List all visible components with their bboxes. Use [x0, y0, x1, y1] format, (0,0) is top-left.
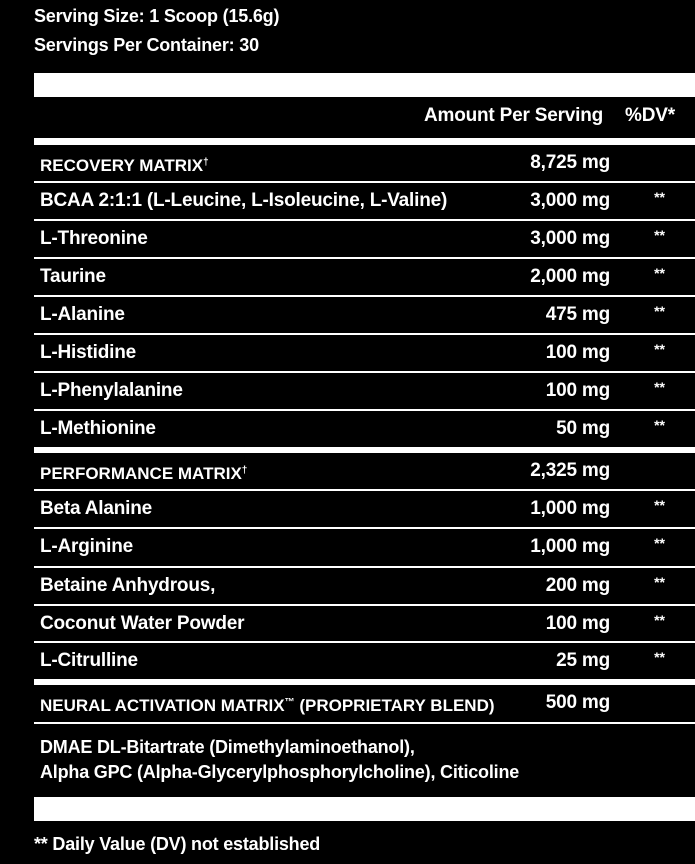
row-divider	[34, 722, 695, 724]
neural-ingredients-line-1: DMAE DL-Bitartrate (Dimethylaminoethanol),	[40, 737, 415, 757]
ingredient-dv: **	[654, 497, 665, 513]
ingredient-name: Betaine Anhydrous,	[40, 575, 216, 596]
ingredient-name: L-Phenylalanine	[40, 380, 183, 401]
table-row	[34, 643, 695, 679]
ingredient-amount: 1,000 mg	[530, 536, 610, 557]
ingredient-name: BCAA 2:1:1 (L-Leucine, L-Isoleucine, L-Valine)	[40, 190, 448, 211]
ingredient-amount: 100 mg	[545, 342, 610, 363]
ingredient-amount: 25 mg	[556, 650, 610, 671]
ingredient-name: Coconut Water Powder	[40, 613, 245, 634]
recovery-matrix-title: RECOVERY MATRIX†	[40, 156, 209, 175]
ingredient-dv: **	[654, 417, 665, 433]
ingredient-dv: **	[654, 379, 665, 395]
table-row	[34, 221, 695, 257]
ingredient-name: L-Methionine	[40, 418, 156, 439]
thick-divider-bottom	[34, 797, 695, 821]
performance-matrix-title: PERFORMANCE MATRIX†	[40, 464, 248, 483]
ingredient-dv: **	[654, 341, 665, 357]
neural-matrix-title: NEURAL ACTIVATION MATRIX™ (PROPRIETARY BLEND)	[40, 696, 495, 715]
ingredient-dv: **	[654, 265, 665, 281]
ingredient-amount: 475 mg	[545, 304, 610, 325]
table-row	[34, 297, 695, 333]
header-divider	[34, 138, 695, 145]
ingredient-amount: 200 mg	[545, 575, 610, 596]
neural-matrix-row	[34, 685, 695, 721]
ingredient-name: L-Threonine	[40, 228, 148, 249]
ingredient-amount: 100 mg	[545, 613, 610, 634]
ingredient-dv: **	[654, 574, 665, 590]
ingredient-amount: 100 mg	[545, 380, 610, 401]
ingredient-dv: **	[654, 535, 665, 551]
table-row	[34, 335, 695, 371]
table-row	[34, 373, 695, 409]
daily-value-footnote: ** Daily Value (DV) not established	[34, 834, 321, 854]
ingredient-name: Taurine	[40, 266, 106, 287]
table-row	[34, 411, 695, 447]
ingredient-amount: 2,000 mg	[530, 266, 610, 287]
amount-per-serving-header: Amount Per Serving	[424, 105, 604, 126]
table-row	[34, 529, 695, 565]
ingredient-amount: 50 mg	[556, 418, 610, 439]
table-row	[34, 183, 695, 219]
neural-ingredients	[40, 735, 519, 785]
table-row	[34, 568, 695, 604]
ingredient-amount: 1,000 mg	[530, 498, 610, 519]
table-row	[34, 491, 695, 527]
ingredient-dv: **	[654, 303, 665, 319]
recovery-matrix-row	[34, 145, 695, 181]
ingredient-amount: 3,000 mg	[530, 190, 610, 211]
ingredient-dv: **	[654, 189, 665, 205]
table-row	[34, 259, 695, 295]
ingredient-name: L-Alanine	[40, 304, 125, 325]
ingredient-amount: 3,000 mg	[530, 228, 610, 249]
ingredient-name: L-Citrulline	[40, 650, 138, 671]
ingredient-name: L-Arginine	[40, 536, 133, 557]
servings-per-container: Servings Per Container: 30	[34, 35, 259, 55]
table-row	[34, 606, 695, 642]
dv-header: %DV*	[625, 105, 675, 126]
ingredient-dv: **	[654, 649, 665, 665]
neural-ingredients-line-2: Alpha GPC (Alpha-Glycerylphosphorylcholine), Citicoline	[40, 762, 520, 782]
serving-size: Serving Size: 1 Scoop (15.6g)	[34, 6, 280, 26]
ingredient-name: Beta Alanine	[40, 498, 152, 519]
recovery-matrix-amount: 8,725 mg	[530, 152, 610, 173]
ingredient-name: L-Histidine	[40, 342, 136, 363]
performance-matrix-row	[34, 453, 695, 489]
ingredient-dv: **	[654, 612, 665, 628]
performance-matrix-amount: 2,325 mg	[530, 460, 610, 481]
thick-divider-top	[34, 73, 695, 97]
ingredient-dv: **	[654, 227, 665, 243]
neural-matrix-amount: 500 mg	[545, 692, 610, 713]
